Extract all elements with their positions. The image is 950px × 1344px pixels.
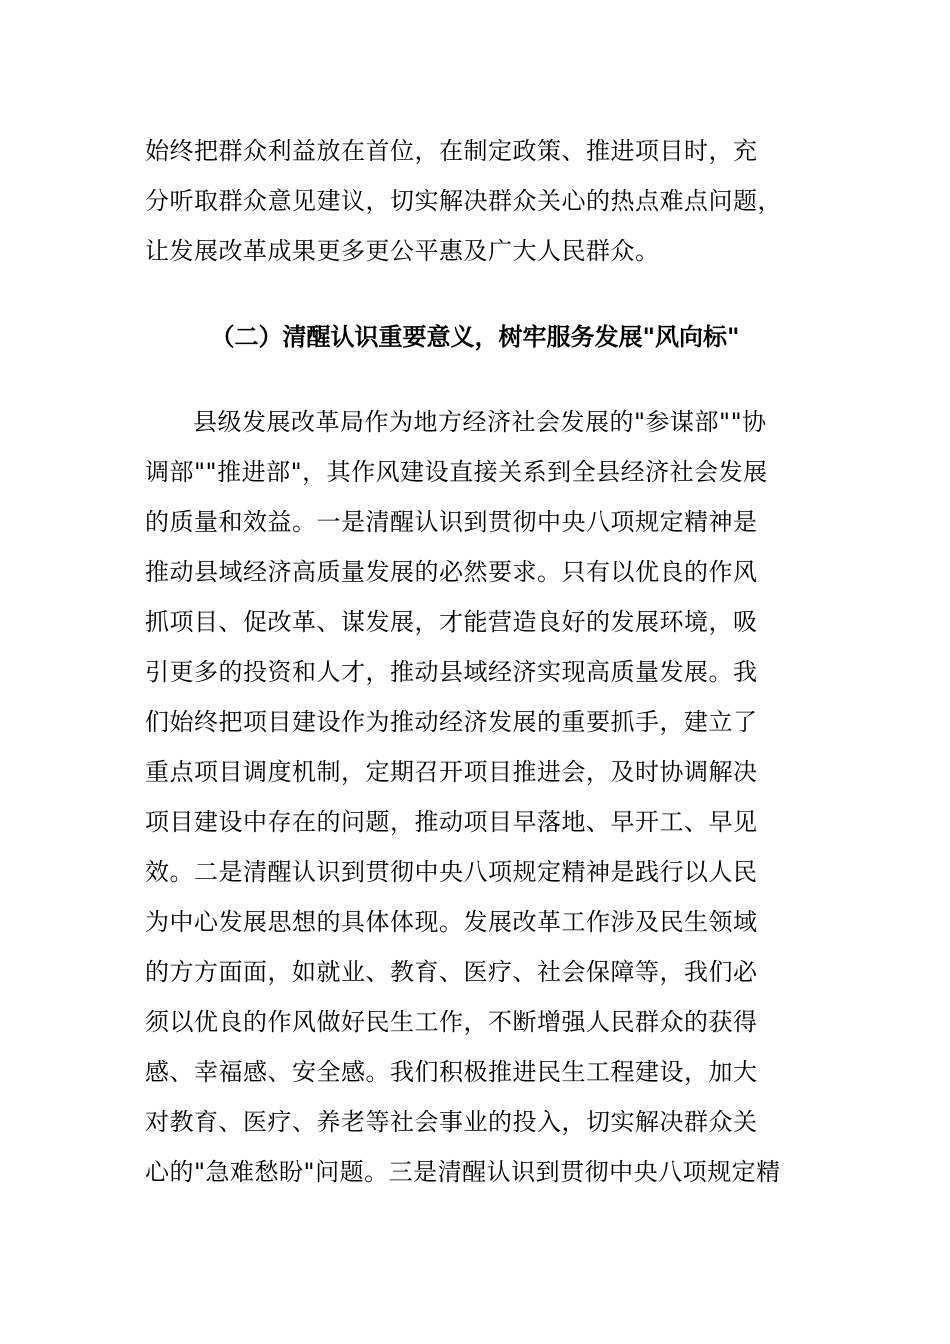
body-text-line: 抓项目、促改革、谋发展，才能营造良好的发展环境，吸 [145,608,758,636]
body-text-line: 重点项目调度机制，定期召开项目推进会，及时协调解决 [145,758,758,786]
body-text-line: 心的"急难愁盼"问题。三是清醒认识到贯彻中央八项规定精 [145,1158,781,1186]
body-text-line: 们始终把项目建设作为推动经济发展的重要抓手，建立了 [145,708,758,736]
body-text-line: 对教育、医疗、养老等社会事业的投入，切实解决群众关 [145,1108,758,1136]
body-text-line: 效。二是清醒认识到贯彻中央八项规定精神是践行以人民 [145,858,758,886]
body-text-line: 须以优良的作风做好民生工作，不断增强人民群众的获得 [145,1008,758,1036]
body-text-line: 分听取群众意见建议，切实解决群众关心的热点难点问题， [145,187,782,215]
body-text-line: 让发展改革成果更多更公平惠及广大人民群众。 [145,237,660,265]
body-text-line: 的质量和效益。一是清醒认识到贯彻中央八项规定精神是 [145,508,758,536]
body-text-line: 项目建设中存在的问题，推动项目早落地、早开工、早见 [145,808,758,836]
body-text-line: 始终把群众利益放在首位，在制定政策、推进项目时，充 [145,137,758,165]
body-text-line: 调部""推进部"，其作风建设直接关系到全县经济社会发展 [145,458,768,486]
body-text-line: 感、幸福感、安全感。我们积极推进民生工程建设，加大 [145,1058,758,1086]
body-text-line: 的方方面面，如就业、教育、医疗、社会保障等，我们必 [145,958,758,986]
body-text-line: 推动县域经济高质量发展的必然要求。只有以优良的作风 [145,558,758,586]
body-text-line: 县级发展改革局作为地方经济社会发展的"参谋部""协 [193,408,767,436]
body-text-line: 引更多的投资和人才，推动县域经济实现高质量发展。我 [145,658,758,686]
section-heading: （二）清醒认识重要意义，树牢服务发展"风向标" [210,323,740,351]
body-text-line: 为中心发展思想的具体体现。发展改革工作涉及民生领域 [145,908,758,936]
